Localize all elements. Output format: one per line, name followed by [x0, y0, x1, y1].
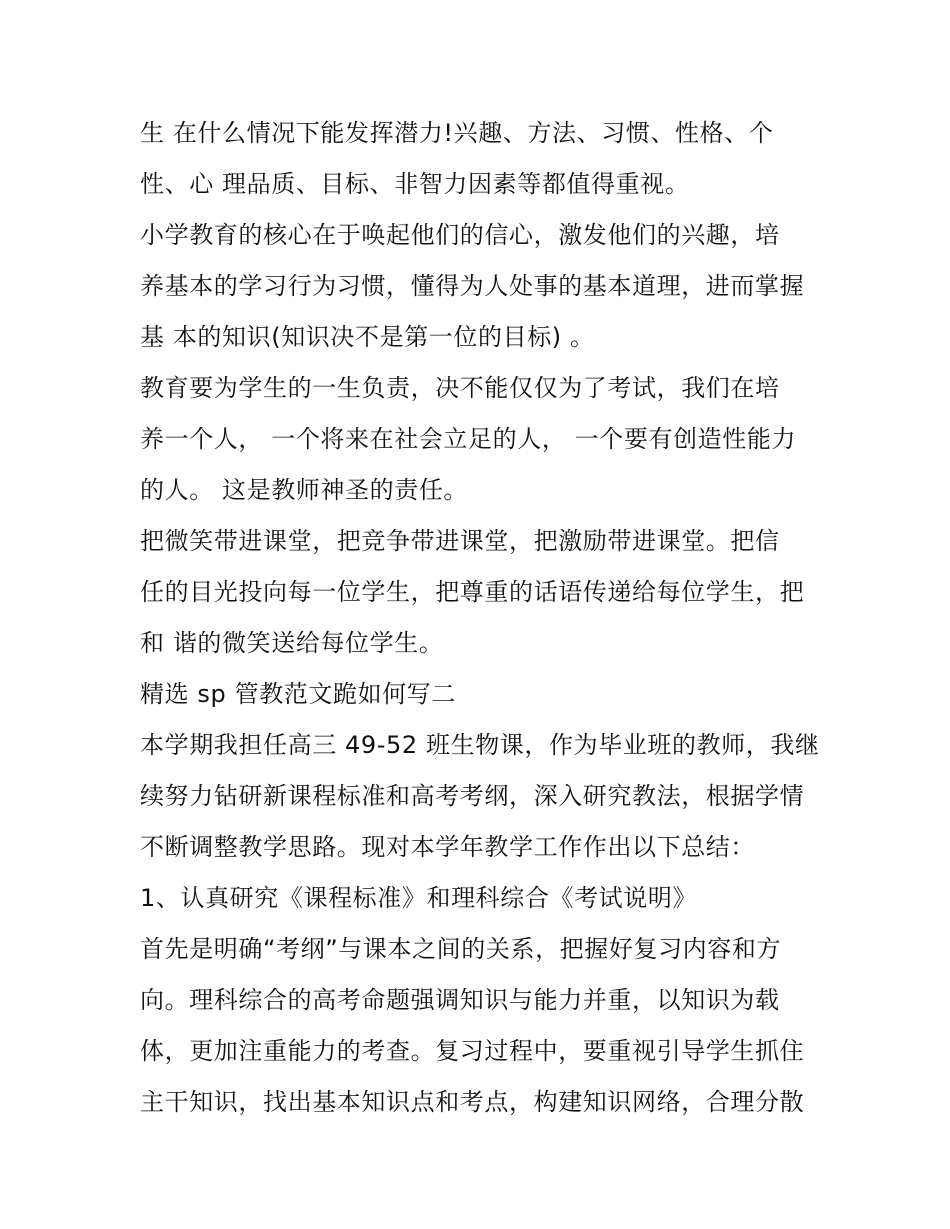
text-line: 主干知识，找出基本知识点和考点，构建知识网络，合理分散: [140, 1088, 805, 1116]
text-line: 体，更加注重能力的考查。复习过程中，要重视引导学生抓住: [140, 1037, 805, 1065]
text-line: 任的目光投向每一位学生，把尊重的话语传递给每位学生，把: [140, 578, 805, 606]
text-line: 向。理科综合的高考命题强调知识与能力并重，以知识为载: [140, 986, 780, 1014]
text-line: 和 谐的微笑送给每位学生。: [140, 629, 444, 657]
text-line: 基 本的知识(知识决不是第一位的目标) 。: [140, 323, 595, 351]
text-line: 生 在什么情况下能发挥潜力!兴趣、方法、习惯、性格、个: [140, 119, 774, 147]
document-body: [140, 108, 830, 1128]
text-line: 教育要为学生的一生负责，决不能仅仅为了考试，我们在培: [140, 374, 780, 402]
text-line: 把微笑带进课堂，把竞争带进课堂，把激励带进课堂。把信: [140, 527, 780, 555]
text-line: 的人。 这是教师神圣的责任。: [140, 476, 469, 504]
text-line: 养基本的学习行为习惯，懂得为人处事的基本道理，进而掌握: [140, 272, 805, 300]
text-line: 续努力钻研新课程标准和高考考纲，深入研究教法，根据学情: [140, 782, 805, 810]
text-line: 养一个人， 一个将来在社会立足的人， 一个要有创造性能力: [140, 425, 797, 453]
text-line: 小学教育的核心在于唤起他们的信心，激发他们的兴趣，培: [140, 221, 780, 249]
section-heading: 精选 sp 管教范文跪如何写二: [140, 680, 456, 708]
numbered-heading: 1、认真研究《课程标准》和理科综合《考试说明》: [140, 884, 698, 912]
text-line: 本学期我担任高三 49-52 班生物课，作为毕业班的教师，我继: [140, 731, 820, 759]
text-line: 首先是明确“考纲”与课本之间的关系，把握好复习内容和方: [140, 935, 782, 963]
text-line: 性、心 理品质、目标、非智力因素等都值得重视。: [140, 170, 690, 198]
text-line: 不断调整教学思路。现对本学年教学工作作出以下总结：: [140, 833, 755, 861]
